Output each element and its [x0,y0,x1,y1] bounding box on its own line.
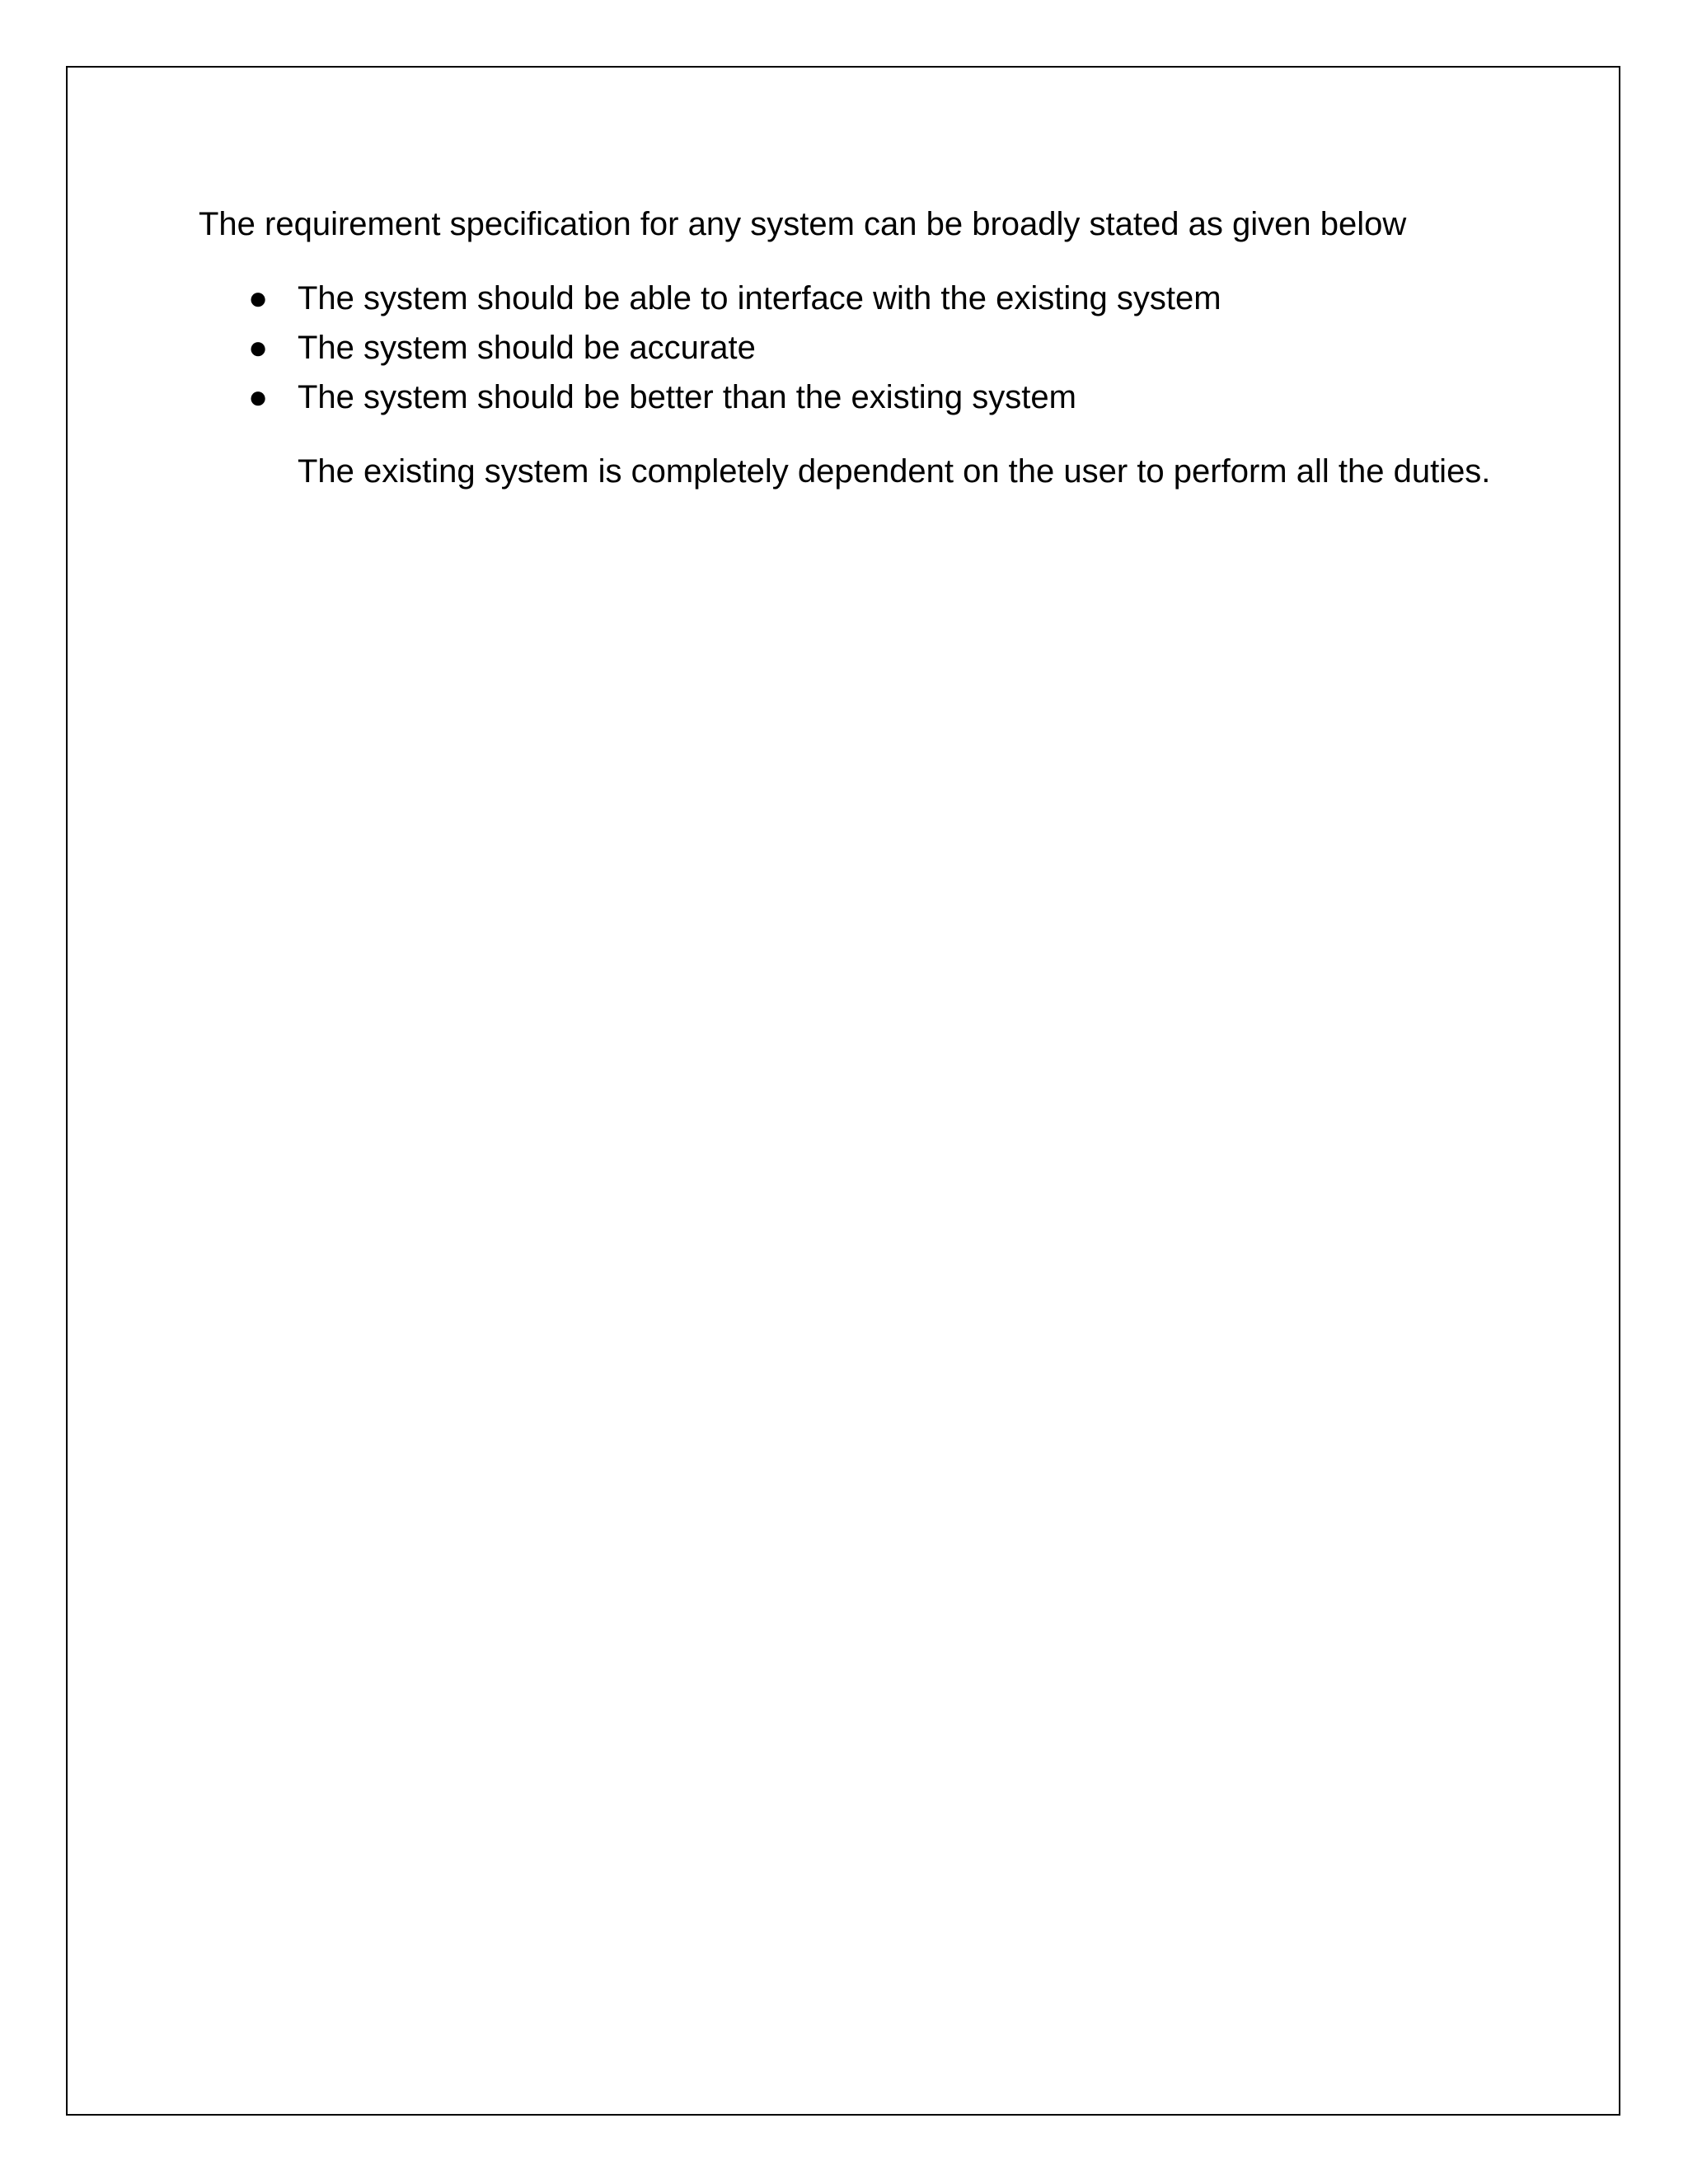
intro-paragraph: The requirement specification for any system can be broadly stated as given below [199,206,1407,242]
closing-paragraph: The existing system is completely dependent on the user to perform all the duties. [298,453,1491,490]
list-item [199,274,1517,323]
requirement-text: The system should be able to interface with the existing system [298,280,1221,316]
requirements-list [199,274,1517,422]
bullet-icon: ● [248,330,269,366]
requirement-text: The system should be better than the existing system [298,379,1076,415]
bullet-icon: ● [248,379,269,415]
bullet-icon: ● [248,280,269,316]
requirement-text: The system should be accurate [298,330,756,366]
list-item [199,373,1517,422]
list-item [199,323,1517,373]
document-body [199,199,1517,496]
